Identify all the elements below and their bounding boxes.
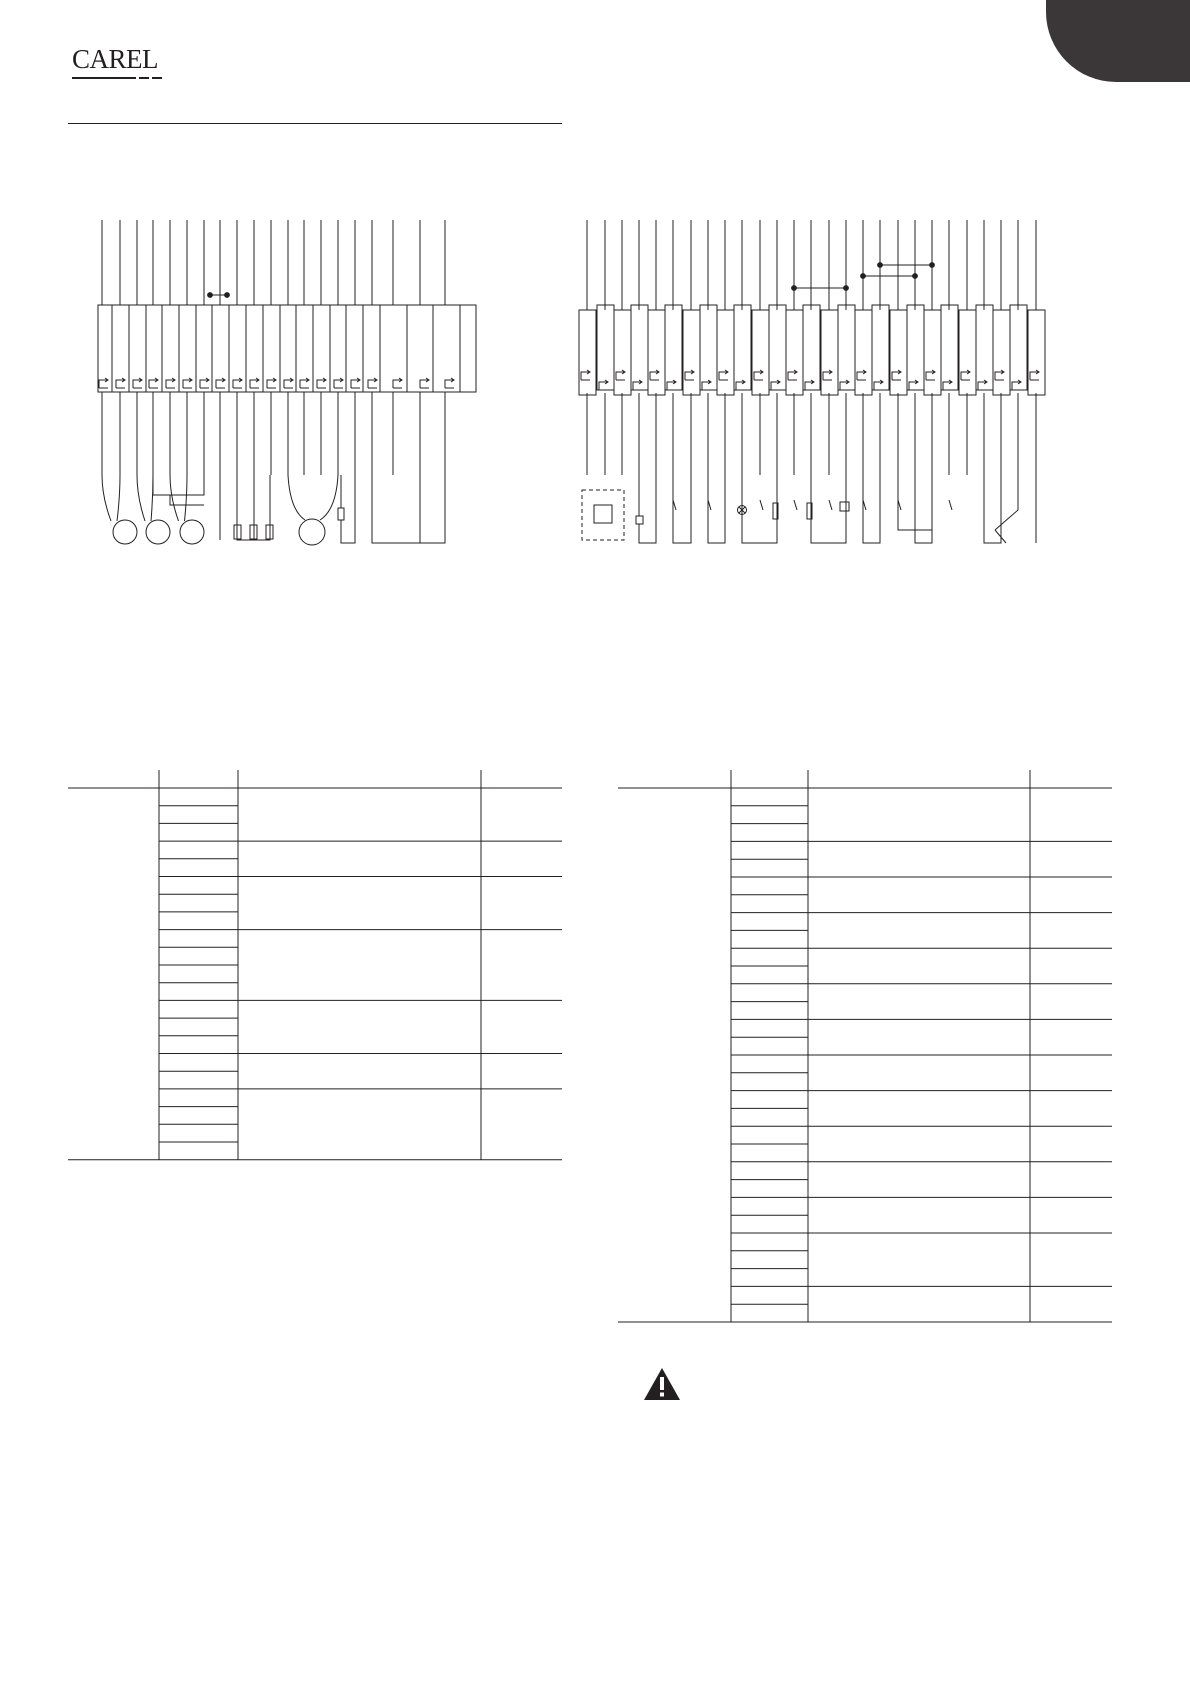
terminal-block: [98, 305, 476, 392]
terminal-box: [907, 305, 924, 390]
terminal-box: [717, 310, 734, 395]
pressure-switch-icon: [840, 502, 849, 511]
io-table-right: [618, 770, 1118, 1330]
terminal-box: [803, 305, 820, 390]
terminal-box: [648, 310, 665, 395]
terminal-box: [786, 310, 803, 395]
switch-contact-icon: [949, 500, 952, 510]
resistor-icon: [338, 508, 344, 520]
io-table-left: [68, 770, 568, 1170]
header-rule: [68, 123, 562, 124]
external-sensor-box: [582, 490, 624, 540]
motor-lead: [288, 475, 305, 520]
switch-contact-icon: [995, 475, 1018, 530]
load-wire: [341, 475, 355, 543]
terminal-box: [993, 310, 1010, 395]
load-wire: [915, 475, 932, 543]
terminal-box: [959, 310, 976, 395]
motor-icon: [180, 520, 204, 544]
terminal-box: [924, 310, 941, 395]
motor-lead: [170, 475, 179, 521]
motor-icon: [113, 520, 137, 544]
load-wire: [742, 475, 777, 543]
junction-dot: [792, 286, 797, 291]
terminal-box: [976, 305, 993, 390]
motor-lead: [320, 475, 338, 520]
chapter-tab: [1046, 0, 1190, 82]
terminal-box: [700, 305, 717, 390]
load-wire: [420, 475, 445, 543]
junction-dot: [225, 293, 230, 298]
terminal-box: [734, 305, 751, 390]
terminal-box: [631, 305, 648, 390]
junction-dot: [913, 274, 918, 279]
terminal-box: [838, 305, 855, 390]
terminal-box: [1010, 305, 1027, 390]
common-wire: [170, 495, 204, 505]
junction-dot: [930, 263, 935, 268]
common-wire: [153, 475, 204, 495]
terminal-box: [1028, 310, 1045, 395]
carel-logo: [72, 44, 162, 80]
motor-lead: [137, 475, 145, 521]
junction-dot: [861, 274, 866, 279]
junction-dot: [208, 293, 213, 298]
wiring-diagram-outputs: [80, 210, 500, 555]
wiring-diagram-inputs: [570, 210, 1090, 555]
terminal-box: [855, 310, 872, 395]
terminal-box: [941, 305, 958, 390]
terminal-box: [614, 310, 631, 395]
junction-dot: [844, 286, 849, 291]
sensor-icon: [594, 505, 612, 523]
logo-wordmark: CAREL: [72, 44, 159, 74]
sensor-icon: [636, 516, 643, 524]
terminal-box: [683, 310, 700, 395]
motor-lead: [117, 475, 120, 521]
terminal-box: [579, 310, 596, 395]
terminal-box: [821, 310, 838, 395]
terminal-box: [872, 305, 889, 390]
motor-lead: [102, 475, 111, 521]
motor-icon: [299, 519, 325, 545]
switch-contact-icon: [829, 500, 832, 510]
terminal-box: [890, 310, 907, 395]
terminal-box: [665, 305, 682, 390]
motor-icon: [146, 520, 170, 544]
warning-triangle-icon: [643, 1367, 681, 1401]
load-wire: [984, 475, 1001, 543]
terminal-box: [752, 310, 769, 395]
junction-dot: [878, 263, 883, 268]
terminal-box: [597, 305, 614, 390]
load-wire: [811, 475, 846, 543]
motor-lead: [185, 475, 188, 521]
terminal-box: [769, 305, 786, 390]
switch-contact-icon: [760, 500, 763, 510]
load-wire: [372, 475, 420, 543]
switch-contact-icon: [794, 500, 797, 510]
load-wire: [639, 475, 656, 543]
